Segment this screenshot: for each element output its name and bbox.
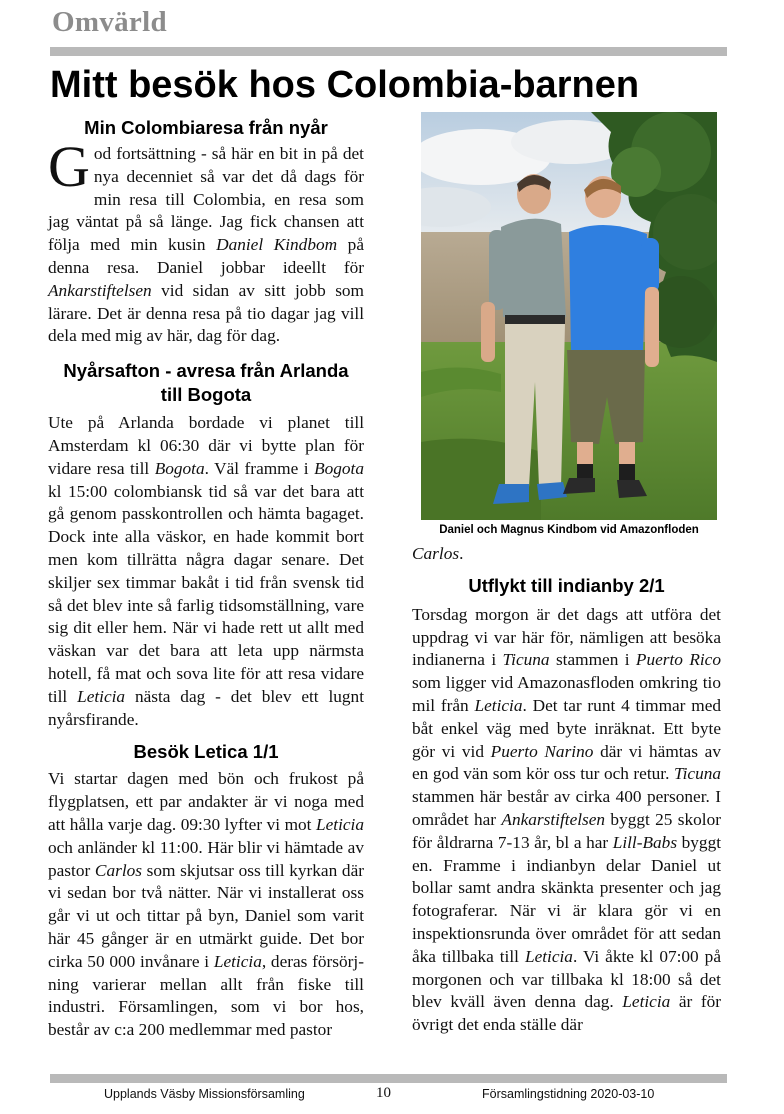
italic-name: Ankarstiftelsen	[501, 809, 606, 829]
text-run: vid sidan av sitt jobb som lärare. Det är denna resa på tio dagar jag vill dela med mig av här, dag för dag.	[48, 280, 364, 346]
italic-name: Daniel Kindbom	[216, 235, 338, 255]
leticia-paragraph	[48, 768, 364, 1042]
photo-caption: Daniel och Magnus Kindbom vid Amazonfloden	[439, 524, 699, 536]
article-photo	[421, 112, 717, 520]
footer-publisher: Upplands Väsby Missionsförsamling	[104, 1087, 305, 1101]
italic-name: Leticia	[474, 695, 523, 715]
italic-name: Bogota	[154, 458, 205, 478]
text-run: byggt 25 skolor för åldrarna 7-13 år, bl a har	[412, 809, 721, 852]
text-run: . Väl framme i	[204, 458, 315, 478]
text-run: stammen i	[549, 650, 636, 670]
italic-name: Ankarstiftelsen	[48, 280, 152, 300]
text-run: är för övrigt det enda ställe där	[412, 992, 721, 1035]
left-column	[48, 116, 364, 1042]
top-rule	[50, 47, 727, 56]
italic-name: Ticuna	[502, 650, 550, 670]
right-column	[412, 543, 721, 1037]
italic-name: Ticuna	[673, 764, 721, 784]
text-run: , deras försörjning varierar mellan allt från fiske till industri. Församlingen, som vi bor hos, består av c:a 200 medlemmar med pastor	[48, 951, 364, 1040]
bottom-rule	[50, 1074, 727, 1083]
page-number: 10	[376, 1085, 391, 1101]
section-heading-utflykt: Utflykt till indianby 2/1	[468, 574, 665, 596]
text-run: Vi startar dagen med bön och frukost på flygplatsen, ett par andakter är vi noga med att hålla varje dag. 09:30 lyfter vi mot	[48, 769, 364, 834]
italic-name: Leticia	[316, 814, 364, 834]
section-heading-leticia: Besök Letica 1/1	[133, 741, 279, 763]
continued-text: Carlos.	[412, 544, 464, 563]
section-tag: Omvärld	[52, 6, 167, 38]
text-run: . Vi åkte kl 07:00 på morgonen och var tillbaka kl 18:00 så det blev kväll även denna dag.	[412, 946, 721, 1012]
section-heading-nyarsafton: Nyårsafton - avresa från Arlanda till Bogota	[63, 360, 349, 406]
utflykt-paragraph	[412, 604, 721, 1037]
text-run: . Det tar runt 4 timmar med båt enkel väg med byte inräknat. Ett byte gör vi vid	[412, 695, 722, 761]
article-headline: Mitt besök hos Colombia-barnen	[50, 64, 640, 106]
text-run: som skjutsar oss till kyrkan där vi sedan bor två nätter. När vi installerat oss går vi ut och tittar på byn, Daniel som varit här 45 gånger är en utmärkt guide. Det bor cirka 50 000 invånare i	[48, 860, 364, 971]
text-run: nästa dag - det blev ett lugnt nyårsfirande.	[48, 686, 364, 729]
text-run: på denna resa. Daniel jobbar ideellt för	[48, 235, 364, 277]
continued-word: Carlos	[412, 544, 460, 563]
text-run: kl 15:00 colombiansk tid så var det bara att gå genom passkontrollen och hämta bagaget. Dock inte alla väskor, en hade kommit bort men kom tillrätta några dagar senare. Det skiljer sex timmar bakåt i tid från svensk tid så det blev inte så farlig tidsomställning, vare sig dit eller hem. När vi hade rett ut allt med väskan var det bara att leta upp närmsta hotell, få mat och sova lite för att resa vidare till	[48, 481, 364, 706]
photo-two-men-by-amazon-river	[421, 112, 717, 520]
intro-heading: Min Colombiaresa från nyår	[84, 117, 328, 138]
text-run: byggt en. Framme i indianbyn delar Daniel ut bollar samt andra skänkta presenter och jag fotograferar. När vi är klara gör vi en inspektionsrunda över området för att sedan åka tillbaka till	[412, 832, 722, 966]
text-run: od fortsättning - så här en bit in på det nya decenniet så var det då dags för min resa till Colombia, en resa som jag väntat på så länge. Jag fick chansen att följa med min kusin	[48, 144, 364, 255]
drop-cap: G	[48, 134, 90, 199]
text-run: och anländer kl 11:00. Här blir vi hämtade av pastor	[48, 837, 364, 880]
italic-name: Leticia	[622, 992, 671, 1012]
text-run: stammen här består av cirka 400 personer. I området har	[412, 787, 721, 829]
italic-name: Leticia	[524, 946, 573, 966]
italic-name: Leticia	[77, 686, 126, 706]
intro-text	[48, 134, 364, 346]
text-run: som ligger vid Amazonasfloden omkring tio mil från	[412, 673, 721, 715]
italic-name: Leticia	[213, 951, 262, 971]
italic-name: Puerto Narino	[490, 741, 594, 761]
italic-name: Puerto Rico	[635, 650, 721, 670]
text-run: där vi hämtas av en god vän som kör oss tur och retur.	[412, 741, 721, 784]
text-run: Ute på Arlanda bordade vi planet till Amsterdam kl 06:30 där vi bytte plan för vidare resa till	[48, 413, 364, 478]
text-run: Torsdag morgon är det dags att utföra det uppdrag vi var här för, nämligen att besöka indianerna i	[412, 604, 721, 670]
nyarsafton-paragraph	[48, 412, 364, 731]
italic-name: Lill-Babs	[612, 832, 678, 852]
footer-issue: Församlingstidning 2020-03-10	[482, 1087, 655, 1101]
italic-name: Carlos	[94, 860, 142, 880]
intro-paragraph	[48, 134, 364, 348]
italic-name: Bogota	[314, 458, 364, 478]
